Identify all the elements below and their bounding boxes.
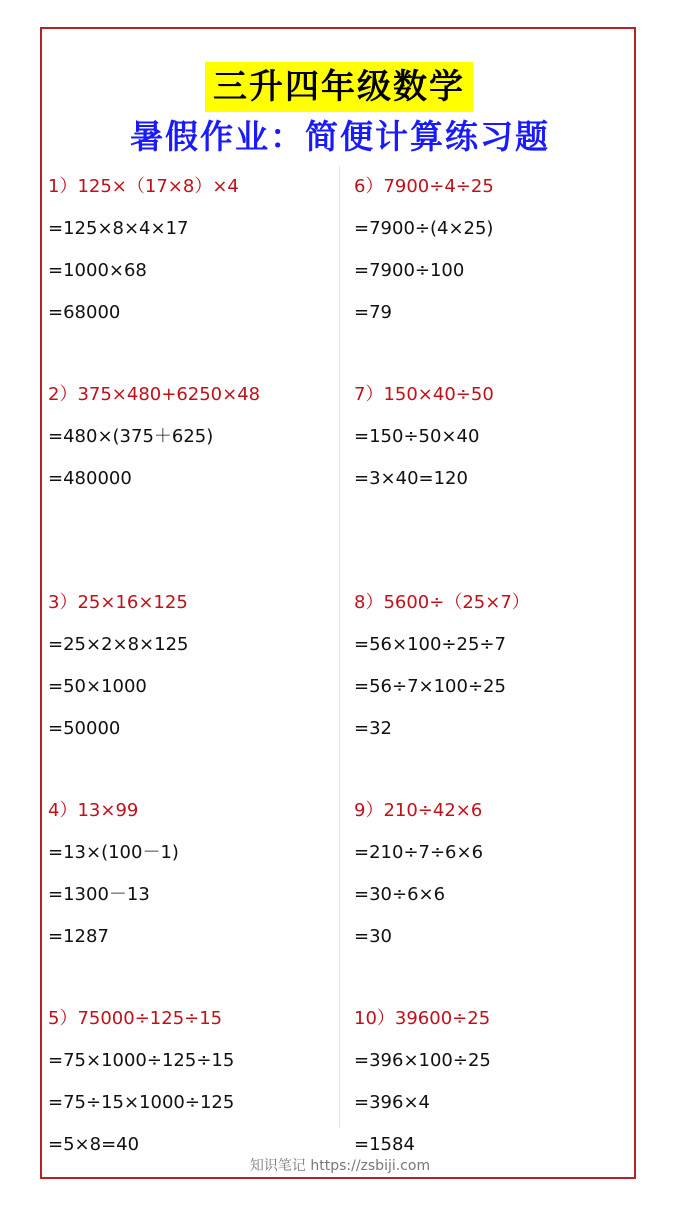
footer-source: 知识笔记 https://zsbiji.com [249, 1158, 431, 1174]
problem-question: 7）150×40÷50 [354, 384, 494, 405]
problem-1 [48, 166, 338, 374]
left-column [48, 166, 338, 1206]
column-divider [339, 166, 340, 1128]
problem-step: =150÷50×40 [354, 426, 480, 447]
problem-9 [354, 790, 644, 998]
problem-8 [354, 582, 644, 790]
problem-step: =56÷7×100÷25 [354, 676, 506, 697]
problem-step: =25×2×8×125 [48, 634, 189, 655]
page-subtitle: 暑假作业：简便计算练习题 [130, 117, 550, 156]
problem-question: 2）375×480+6250×48 [48, 384, 261, 405]
problem-4 [48, 790, 338, 998]
problem-3 [48, 582, 338, 790]
problem-2 [48, 374, 338, 582]
problem-step: =1287 [48, 926, 109, 947]
problem-step: =396×100÷25 [354, 1050, 491, 1071]
problem-step: =1000×68 [48, 260, 147, 281]
right-column [354, 166, 644, 1206]
problem-step: =1300－13 [48, 884, 150, 905]
problem-question: 6）7900÷4÷25 [354, 176, 494, 197]
problem-step: =75×1000÷125÷15 [48, 1050, 235, 1071]
problem-7 [354, 374, 644, 582]
problem-question: 10）39600÷25 [354, 1008, 491, 1029]
problem-step: =125×8×4×17 [48, 218, 189, 239]
problem-step: =3×40=120 [354, 468, 468, 489]
problem-step: =56×100÷25÷7 [354, 634, 506, 655]
problem-step: =5×8=40 [48, 1134, 140, 1155]
problem-step: =75÷15×1000÷125 [48, 1092, 235, 1113]
problem-step: =32 [354, 718, 392, 739]
problem-6 [354, 166, 644, 374]
problem-step: =1584 [354, 1134, 415, 1155]
problem-step: =7900÷(4×25) [354, 218, 494, 239]
page-title: 三升四年级数学 [205, 62, 473, 112]
problem-step: =480×(375＋625) [48, 426, 214, 447]
problem-question: 3）25×16×125 [48, 592, 188, 613]
problem-step: =7900÷100 [354, 260, 465, 281]
problem-step: =68000 [48, 302, 121, 323]
problem-step: =210÷7÷6×6 [354, 842, 484, 863]
problem-step: =50000 [48, 718, 121, 739]
problem-step: =396×4 [354, 1092, 430, 1113]
problem-step: =50×1000 [48, 676, 147, 697]
problem-step: =30÷6×6 [354, 884, 446, 905]
problem-step: =30 [354, 926, 392, 947]
problem-question: 4）13×99 [48, 800, 139, 821]
problem-question: 9）210÷42×6 [354, 800, 483, 821]
problem-step: =79 [354, 302, 392, 323]
problem-question: 1）125×（17×8）×4 [48, 176, 239, 197]
problem-step: =13×(100－1) [48, 842, 179, 863]
problem-step: =480000 [48, 468, 132, 489]
problem-question: 8）5600÷（25×7） [354, 592, 530, 613]
problem-question: 5）75000÷125÷15 [48, 1008, 223, 1029]
